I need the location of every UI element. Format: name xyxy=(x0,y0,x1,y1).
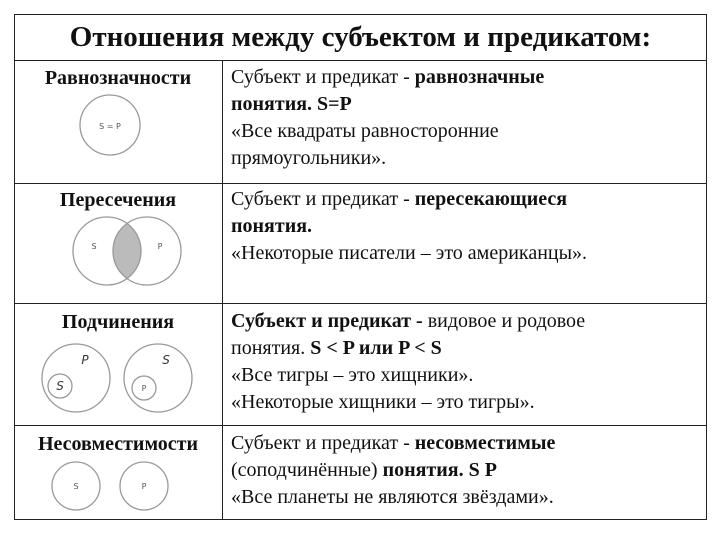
inner-label-2: P xyxy=(141,384,147,393)
desc-example: «Все планеты не являются звёздами». xyxy=(231,486,554,508)
desc-text: видовое и родовое xyxy=(427,310,586,332)
row-label-incompatibility: Несовместимости xyxy=(37,433,199,455)
page-title: Отношения между субъектом и предикатом: xyxy=(69,21,652,53)
label-s: S xyxy=(73,482,79,491)
row-desc-equivalence xyxy=(231,64,701,172)
desc-example-cont: прямоугольники». xyxy=(231,147,387,169)
desc-example-1: «Все тигры – это хищники». xyxy=(231,364,474,386)
inner-label-1: S xyxy=(56,379,64,393)
desc-text-line2: понятия. xyxy=(231,337,311,359)
divider-row-3 xyxy=(14,425,707,426)
divider-header xyxy=(14,60,707,61)
label-p: P xyxy=(157,242,163,251)
column-divider xyxy=(222,60,223,520)
desc-example: «Все квадраты равносторонние xyxy=(231,120,499,142)
desc-term: Субъект и предикат - xyxy=(231,310,428,332)
row-desc-incompatibility xyxy=(231,430,701,511)
desc-term: равнозначные xyxy=(414,66,545,88)
row-desc-intersection xyxy=(231,186,701,267)
desc-example-2: «Некоторые хищники – это тигры». xyxy=(231,391,535,413)
row-desc-subordination xyxy=(231,308,701,416)
intersection-diagram xyxy=(62,215,192,293)
desc-term: пересекающиеся xyxy=(414,188,568,210)
label-s: S xyxy=(91,242,97,251)
desc-term: несовместимые xyxy=(414,432,556,454)
desc-text-line2: (соподчинённые) xyxy=(231,459,383,481)
desc-text: Субъект и предикат - xyxy=(231,188,415,210)
desc-text: Субъект и предикат - xyxy=(231,66,415,88)
divider-row-2 xyxy=(14,303,707,304)
diagram-label: S = P xyxy=(99,122,121,131)
desc-example: «Некоторые писатели – это американцы». xyxy=(231,242,588,264)
outer-circle-1 xyxy=(42,344,110,412)
desc-formula: понятия. S P xyxy=(382,459,497,481)
outer-label-2: S xyxy=(162,353,170,367)
desc-text: Субъект и предикат - xyxy=(231,432,415,454)
desc-term-line: понятия. S=P xyxy=(231,93,352,115)
row-label-intersection: Пересечения xyxy=(59,189,177,211)
desc-term-line: понятия. xyxy=(231,215,313,237)
incompatibility-diagram xyxy=(48,460,188,516)
subordination-diagram xyxy=(38,340,198,422)
row-label-equivalence: Равнозначности xyxy=(44,67,192,89)
desc-formula: S < P или P < S xyxy=(310,337,442,359)
divider-row-1 xyxy=(14,183,707,184)
row-label-subordination: Подчинения xyxy=(61,311,175,333)
equivalence-diagram xyxy=(70,92,150,162)
outer-circle-2 xyxy=(124,344,192,412)
outer-label-1: P xyxy=(81,353,89,367)
label-p: P xyxy=(141,482,147,491)
